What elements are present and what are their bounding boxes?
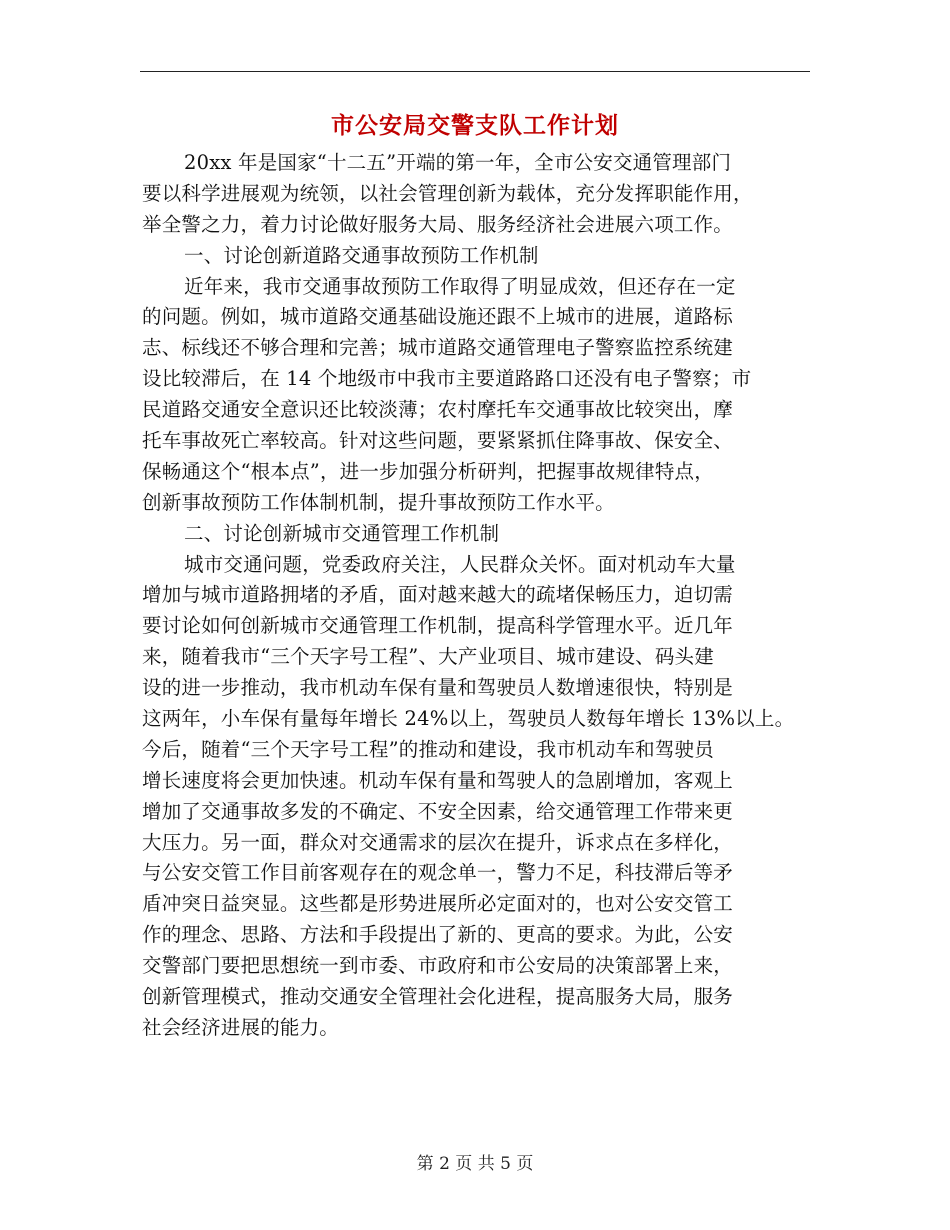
footer-middle: 页 共: [455, 1154, 495, 1174]
document-title: 市公安局交警支队工作计划: [331, 112, 619, 139]
footer-page-number: 2: [439, 1154, 450, 1174]
body-line: 这两年，小车保有量每年增长 24%以上，驾驶员人数每年增长 13%以上。: [142, 707, 795, 731]
body-line: 增长速度将会更加快速。机动车保有量和驾驶人的急剧增加，客观上: [142, 768, 734, 792]
body-line: 民道路交通安全意识还比较淡薄；农村摩托车交通事故比较突出，摩: [142, 398, 734, 422]
body-line: 今后，随着“三个天字号工程”的推动和建设，我市机动车和驾驶员: [142, 737, 714, 761]
body-line: 要讨论如何创新城市交通管理工作机制，提高科学管理水平。近几年: [142, 614, 734, 638]
body-line: 一、讨论创新道路交通事故预防工作机制: [184, 243, 539, 267]
header-rule: [140, 71, 810, 72]
body-line: 交警部门要把思想统一到市委、市政府和市公安局的决策部署上来，: [142, 954, 734, 978]
body-line: 20xx 年是国家“十二五”开端的第一年，全市公安交通管理部门: [184, 151, 732, 174]
body-line: 大压力。另一面，群众对交通需求的层次在提升，诉求点在多样化，: [142, 830, 734, 854]
body-line: 增加与城市道路拥堵的矛盾，面对越来越大的疏堵保畅压力，迫切需: [142, 583, 734, 607]
body-line: 与公安交管工作目前客观存在的观念单一，警力不足，科技滞后等矛: [142, 861, 734, 885]
body-line: 举全警之力，着力讨论做好服务大局、服务经济社会进展六项工作。: [142, 212, 734, 236]
body-line: 城市交通问题，党委政府关注，人民群众关怀。面对机动车大量: [184, 552, 736, 576]
body-line: 志、标线还不够合理和完善；城市道路交通管理电子警察监控系统建: [142, 336, 734, 360]
body-line: 创新事故预防工作体制机制，提升事故预防工作水平。: [142, 490, 615, 514]
body-line: 社会经济进展的能力。: [142, 1015, 340, 1039]
body-line: 来，随着我市“三个天字号工程”、大产业项目、城市建设、码头建: [142, 645, 714, 669]
document-body: [142, 148, 812, 1044]
body-line: 创新管理模式，推动交通安全管理社会化进程，提高服务大局，服务: [142, 985, 734, 1009]
body-line: 设的进一步推动，我市机动车保有量和驾驶员人数增速很快，特别是: [142, 676, 734, 700]
body-line: 近年来，我市交通事故预防工作取得了明显成效，但还存在一定: [184, 274, 736, 298]
footer-suffix: 页: [516, 1154, 534, 1174]
page-footer: [0, 1152, 950, 1176]
body-line: 的问题。例如，城市道路交通基础设施还跟不上城市的进展，道路标: [142, 305, 734, 329]
body-line: 设比较滞后，在 14 个地级市中我市主要道路路口还没有电子警察；市: [142, 367, 752, 391]
body-line: 增加了交通事故多发的不确定、不安全因素，给交通管理工作带来更: [142, 799, 734, 823]
body-line: 要以科学进展观为统领，以社会管理创新为载体，充分发挥职能作用，: [142, 181, 753, 205]
footer-total-pages: 5: [500, 1154, 511, 1174]
body-line: 盾冲突日益突显。这些都是形势进展所必定面对的，也对公安交管工: [142, 892, 734, 916]
body-line: 二、讨论创新城市交通管理工作机制: [184, 521, 500, 545]
footer-prefix: 第: [416, 1154, 434, 1174]
body-line: 保畅通这个“根本点”，进一步加强分析研判，把握事故规律特点，: [142, 459, 714, 483]
body-line: 托车事故死亡率较高。针对这些问题，要紧紧抓住降事故、保安全、: [142, 429, 734, 453]
body-line: 作的理念、思路、方法和手段提出了新的、更高的要求。为此，公安: [142, 923, 734, 947]
